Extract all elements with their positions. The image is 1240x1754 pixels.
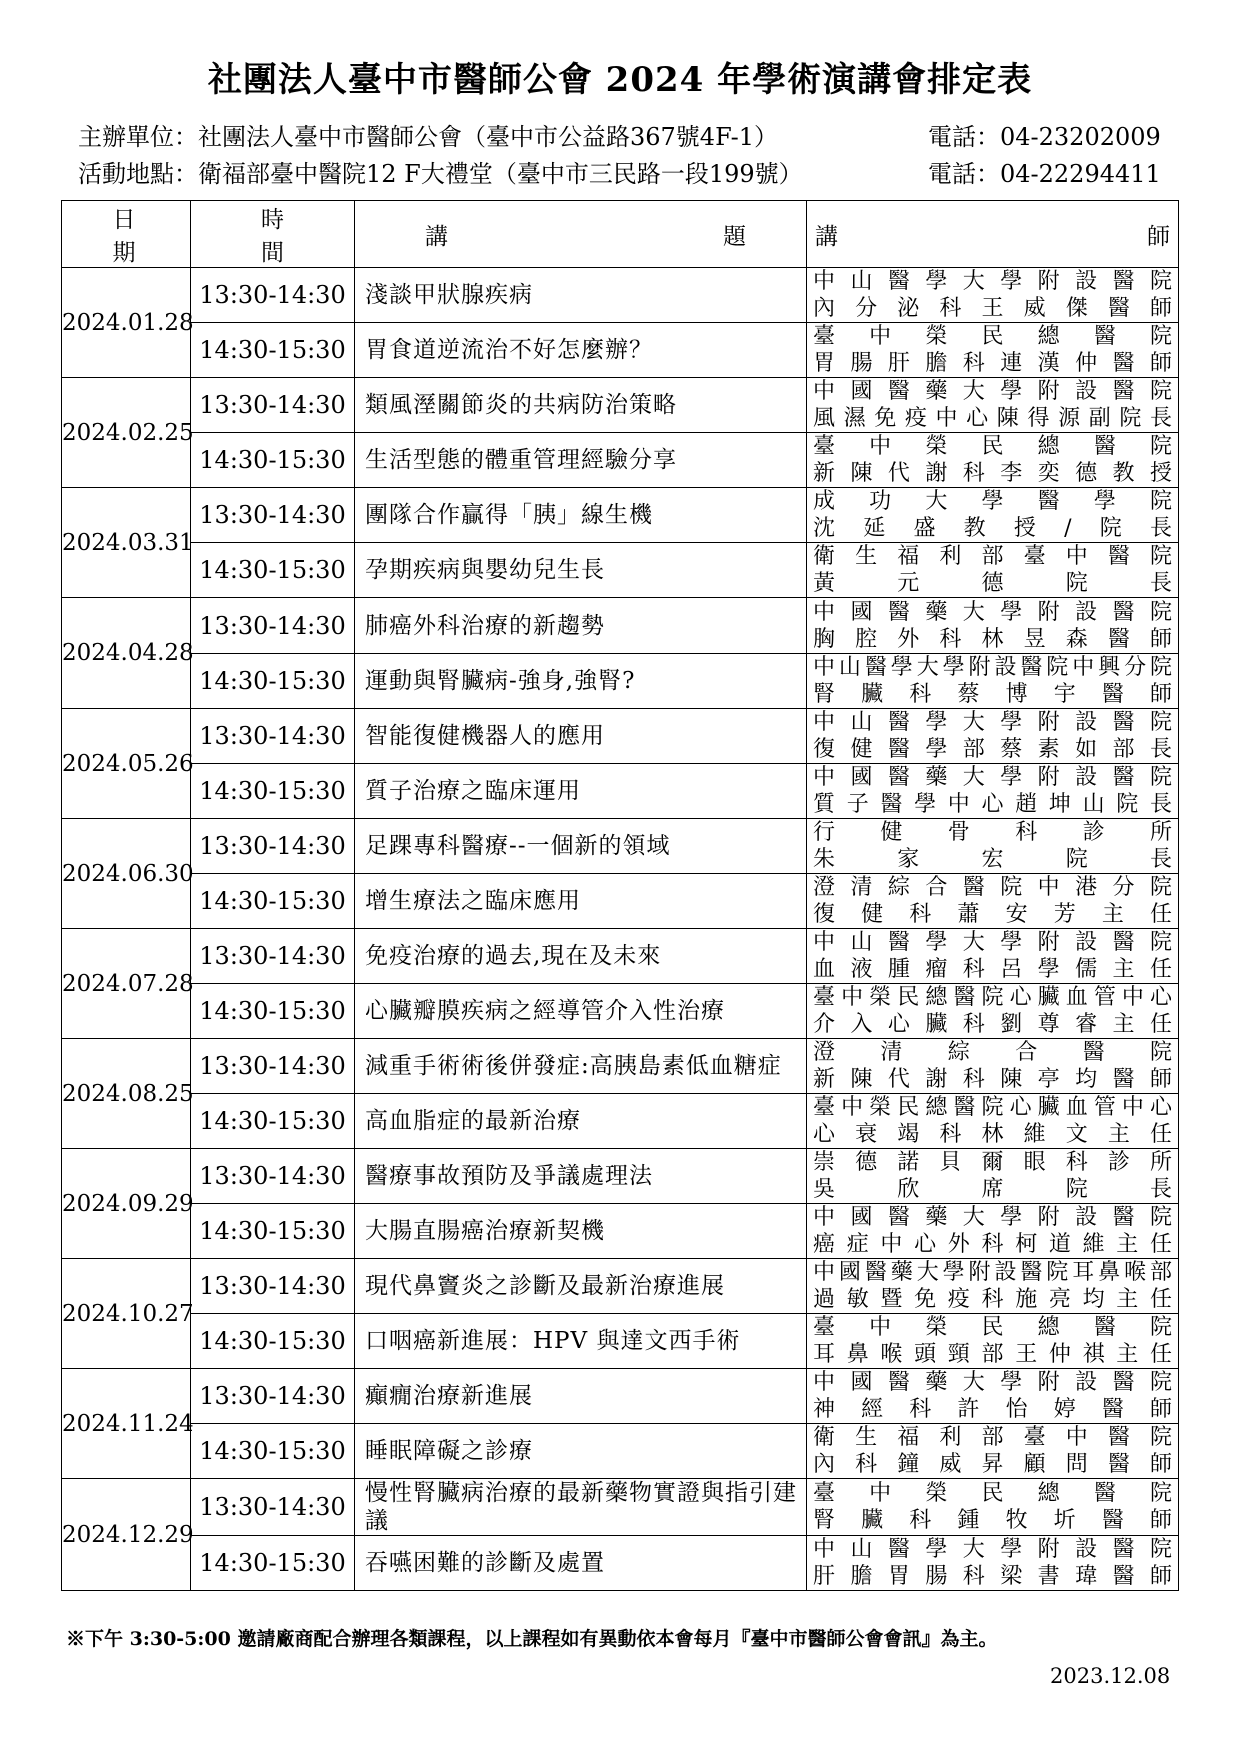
table-row [62, 709, 1179, 764]
header-time: 時間 [191, 201, 355, 268]
table-row [62, 378, 1179, 433]
table-row [62, 874, 1179, 929]
topic-cell: 淺談甲狀腺疾病 [355, 268, 807, 323]
speaker-name: 質子醫學中心趙坤山院長 [813, 792, 1172, 817]
speaker-cell [807, 488, 1179, 543]
speaker-cell [807, 1424, 1179, 1479]
time-cell: 14:30-15:30 [191, 1424, 355, 1479]
time-cell: 13:30-14:30 [191, 819, 355, 874]
venue-row [78, 157, 1178, 191]
speaker-institution: 臺中榮民總醫院心臟血管中心 [813, 1095, 1172, 1120]
venue-phone: 電話：04-22294411 [928, 160, 1161, 188]
table-row [62, 1479, 1179, 1536]
speaker-institution: 臺中榮民總醫院 [813, 1481, 1172, 1506]
speaker-cell [807, 323, 1179, 378]
time-cell: 14:30-15:30 [191, 323, 355, 378]
speaker-name: 肝膽胃腸科梁書瑋醫師 [813, 1564, 1172, 1589]
time-cell: 13:30-14:30 [191, 268, 355, 323]
time-cell: 13:30-14:30 [191, 1039, 355, 1094]
speaker-name: 胃腸肝膽科連漢仲醫師 [813, 351, 1172, 376]
table-row [62, 1314, 1179, 1369]
topic-cell: 慢性腎臟病治療的最新藥物實證與指引建議 [355, 1479, 807, 1536]
date-cell: 2024.04.28 [62, 598, 191, 709]
speaker-institution: 中山醫學大學附設醫院 [813, 269, 1172, 294]
speaker-institution: 行健骨科診所 [813, 820, 1172, 845]
speaker-cell [807, 1314, 1179, 1369]
speaker-cell [807, 984, 1179, 1039]
speaker-cell [807, 654, 1179, 709]
speaker-cell [807, 1039, 1179, 1094]
speaker-cell [807, 1149, 1179, 1204]
speaker-institution: 中國醫藥大學附設醫院 [813, 765, 1172, 790]
time-cell: 13:30-14:30 [191, 929, 355, 984]
topic-cell: 醫療事故預防及爭議處理法 [355, 1149, 807, 1204]
date-cell: 2024.11.24 [62, 1369, 191, 1479]
speaker-institution: 中國醫藥大學附設醫院耳鼻喉部 [813, 1260, 1172, 1285]
topic-cell: 類風溼關節炎的共病防治策略 [355, 378, 807, 433]
organizer-phone: 電話：04-23202009 [928, 123, 1161, 151]
speaker-name: 內科鐘威昇顧問醫師 [813, 1452, 1172, 1477]
table-row [62, 1039, 1179, 1094]
table-row [62, 984, 1179, 1039]
topic-cell: 睡眠障礙之診療 [355, 1424, 807, 1479]
topic-cell: 大腸直腸癌治療新契機 [355, 1204, 807, 1259]
header-speaker: 講師 [807, 201, 1179, 268]
topic-cell: 口咽癌新進展：HPV 與達文西手術 [355, 1314, 807, 1369]
speaker-institution: 臺中榮民總醫院 [813, 434, 1172, 459]
topic-cell: 運動與腎臟病-強身,強腎? [355, 654, 807, 709]
date-cell: 2024.09.29 [62, 1149, 191, 1259]
speaker-name: 耳鼻喉頭頸部王仲祺主任 [813, 1342, 1172, 1367]
speaker-institution: 衛生福利部臺中醫院 [813, 544, 1172, 569]
speaker-name: 內分泌科王威傑醫師 [813, 296, 1172, 321]
speaker-institution: 崇德諾貝爾眼科診所 [813, 1150, 1172, 1175]
table-row [62, 268, 1179, 323]
speaker-name: 沈延盛教授/院長 [813, 516, 1172, 541]
time-cell: 14:30-15:30 [191, 1094, 355, 1149]
speaker-name: 朱家宏院長 [813, 847, 1172, 872]
speaker-cell [807, 1536, 1179, 1591]
topic-cell: 心臟瓣膜疾病之經導管介入性治療 [355, 984, 807, 1039]
organizer-row [78, 120, 1178, 154]
topic-cell: 現代鼻竇炎之診斷及最新治療進展 [355, 1259, 807, 1314]
table-row [62, 1204, 1179, 1259]
footnote: ※下午 3:30-5:00 邀請廠商配合辦理各類課程，以上課程如有異動依本會每月『臺中市醫師公會會訊』為主。 [66, 1628, 998, 1650]
table-row [62, 1536, 1179, 1591]
speaker-institution: 中國醫藥大學附設醫院 [813, 1205, 1172, 1230]
speaker-cell [807, 764, 1179, 819]
date-cell: 2024.01.28 [62, 268, 191, 378]
time-cell: 13:30-14:30 [191, 598, 355, 654]
date-cell: 2024.06.30 [62, 819, 191, 929]
speaker-name: 復健科蕭安芳主任 [813, 902, 1172, 927]
table-row [62, 323, 1179, 378]
time-cell: 13:30-14:30 [191, 1479, 355, 1536]
topic-cell: 胃食道逆流治不好怎麼辦？ [355, 323, 807, 378]
header-date: 日期 [62, 201, 191, 268]
speaker-cell [807, 433, 1179, 488]
topic-cell: 足踝專科醫療--一個新的領域 [355, 819, 807, 874]
topic-cell: 智能復健機器人的應用 [355, 709, 807, 764]
speaker-name: 腎臟科鍾牧圻醫師 [813, 1508, 1172, 1533]
table-row [62, 764, 1179, 819]
document-title: 社團法人臺中市醫師公會 2024 年學術演講會排定表 [207, 60, 1033, 100]
venue-text: 活動地點：衛福部臺中醫院12 F大禮堂（臺中市三民路一段199號） [78, 160, 803, 188]
speaker-name: 過敏暨免疫科施亮均主任 [813, 1287, 1172, 1312]
date-cell: 2024.08.25 [62, 1039, 191, 1149]
time-cell: 13:30-14:30 [191, 488, 355, 543]
speaker-institution: 中山醫學大學附設醫院中興分院 [813, 655, 1172, 680]
time-cell: 13:30-14:30 [191, 1149, 355, 1204]
date-cell: 2024.05.26 [62, 709, 191, 819]
speaker-institution: 中國醫藥大學附設醫院 [813, 599, 1172, 625]
speaker-cell [807, 929, 1179, 984]
time-cell: 14:30-15:30 [191, 984, 355, 1039]
table-row [62, 1424, 1179, 1479]
speaker-cell [807, 1259, 1179, 1314]
date-cell: 2024.02.25 [62, 378, 191, 488]
speaker-institution: 臺中榮民總醫院心臟血管中心 [813, 985, 1172, 1010]
schedule-body [62, 268, 1179, 1591]
speaker-cell [807, 1204, 1179, 1259]
topic-cell: 高血脂症的最新治療 [355, 1094, 807, 1149]
speaker-institution: 成功大學醫學院 [813, 489, 1172, 514]
speaker-institution: 衛生福利部臺中醫院 [813, 1425, 1172, 1450]
time-cell: 14:30-15:30 [191, 433, 355, 488]
topic-cell: 肺癌外科治療的新趨勢 [355, 598, 807, 654]
speaker-name: 胸腔外科林昱森醫師 [813, 626, 1172, 652]
speaker-institution: 中山醫學大學附設醫院 [813, 710, 1172, 735]
speaker-institution: 臺中榮民總醫院 [813, 1315, 1172, 1340]
table-row [62, 1094, 1179, 1149]
table-header-row [62, 201, 1179, 268]
speaker-institution: 中國醫藥大學附設醫院 [813, 379, 1172, 404]
topic-cell: 生活型態的體重管理經驗分享 [355, 433, 807, 488]
speaker-name: 神經科許怡婷醫師 [813, 1397, 1172, 1422]
date-cell: 2024.10.27 [62, 1259, 191, 1369]
time-cell: 13:30-14:30 [191, 1259, 355, 1314]
time-cell: 13:30-14:30 [191, 1369, 355, 1424]
speaker-name: 心衰竭科林維文主任 [813, 1122, 1172, 1147]
speaker-institution: 中山醫學大學附設醫院 [813, 930, 1172, 955]
date-cell: 2024.03.31 [62, 488, 191, 598]
speaker-institution: 澄清綜合醫院 [813, 1040, 1172, 1065]
time-cell: 14:30-15:30 [191, 1204, 355, 1259]
topic-cell: 免疫治療的過去,現在及未來 [355, 929, 807, 984]
speaker-institution: 中山醫學大學附設醫院 [813, 1537, 1172, 1562]
table-row [62, 819, 1179, 874]
speaker-name: 復健醫學部蔡素如部長 [813, 737, 1172, 762]
speaker-institution: 中國醫藥大學附設醫院 [813, 1370, 1172, 1395]
time-cell: 13:30-14:30 [191, 378, 355, 433]
speaker-name: 吳欣席院長 [813, 1177, 1172, 1202]
header-topic: 講題 [355, 201, 807, 268]
topic-cell: 癲癇治療新進展 [355, 1369, 807, 1424]
speaker-name: 黃元德院長 [813, 571, 1172, 596]
speaker-cell [807, 1369, 1179, 1424]
topic-cell: 質子治療之臨床運用 [355, 764, 807, 819]
topic-cell: 吞嚥困難的診斷及處置 [355, 1536, 807, 1591]
time-cell: 14:30-15:30 [191, 1536, 355, 1591]
table-row [62, 1149, 1179, 1204]
speaker-name: 癌症中心外科柯道維主任 [813, 1232, 1172, 1257]
speaker-name: 介入心臟科劉尊睿主任 [813, 1012, 1172, 1037]
time-cell: 14:30-15:30 [191, 654, 355, 709]
table-row [62, 1259, 1179, 1314]
speaker-cell [807, 543, 1179, 598]
speaker-name: 血液腫瘤科呂學儒主任 [813, 957, 1172, 982]
speaker-cell [807, 378, 1179, 433]
table-row [62, 1369, 1179, 1424]
speaker-cell [807, 709, 1179, 764]
topic-cell: 團隊合作贏得「胰」線生機 [355, 488, 807, 543]
speaker-name: 風濕免疫中心陳得源副院長 [813, 406, 1172, 431]
speaker-cell [807, 1479, 1179, 1536]
table-row [62, 598, 1179, 654]
topic-cell: 孕期疾病與嬰幼兒生長 [355, 543, 807, 598]
speaker-cell [807, 874, 1179, 929]
table-row [62, 488, 1179, 543]
time-cell: 14:30-15:30 [191, 874, 355, 929]
table-row [62, 929, 1179, 984]
topic-cell: 減重手術術後併發症:高胰島素低血糖症 [355, 1039, 807, 1094]
time-cell: 14:30-15:30 [191, 1314, 355, 1369]
speaker-institution: 澄清綜合醫院中港分院 [813, 875, 1172, 900]
schedule-table [61, 200, 1179, 1591]
speaker-name: 腎臟科蔡博宇醫師 [813, 682, 1172, 707]
organizer-text: 主辦單位：社團法人臺中市醫師公會（臺中市公益路367號4F-1） [78, 123, 779, 151]
topic-cell: 增生療法之臨床應用 [355, 874, 807, 929]
speaker-cell [807, 819, 1179, 874]
speaker-cell [807, 268, 1179, 323]
time-cell: 14:30-15:30 [191, 543, 355, 598]
speaker-name: 新陳代謝科李奕德教授 [813, 461, 1172, 486]
date-cell: 2024.12.29 [62, 1479, 191, 1591]
speaker-name: 新陳代謝科陳亭均醫師 [813, 1067, 1172, 1092]
date-cell: 2024.07.28 [62, 929, 191, 1039]
speaker-institution: 臺中榮民總醫院 [813, 324, 1172, 349]
table-row [62, 654, 1179, 709]
time-cell: 13:30-14:30 [191, 709, 355, 764]
table-row [62, 543, 1179, 598]
speaker-cell [807, 1094, 1179, 1149]
table-row [62, 433, 1179, 488]
speaker-cell [807, 598, 1179, 654]
print-date: 2023.12.08 [1050, 1664, 1171, 1688]
time-cell: 14:30-15:30 [191, 764, 355, 819]
